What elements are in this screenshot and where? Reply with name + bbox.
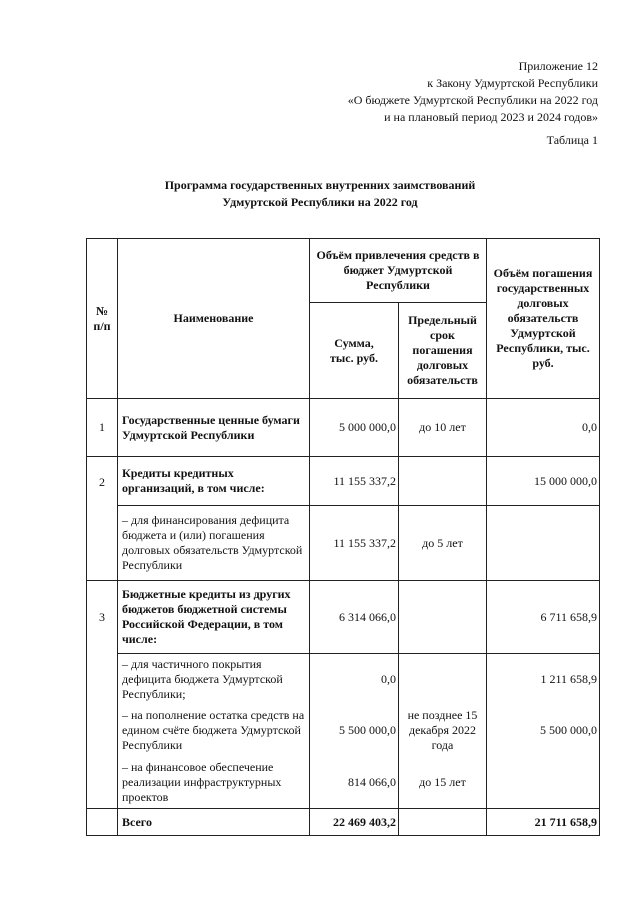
row-3a-sum: 0,0 bbox=[381, 671, 396, 686]
header-term: Предельный срок погашения долговых обязательств bbox=[407, 313, 478, 387]
row-2-repayment: 15 000 000,0 bbox=[534, 473, 597, 488]
row-2a-name: – для финансирования дефицита бюджета и (или) погашения долговых обязательств Удмуртской Республики bbox=[122, 513, 303, 572]
total-label: Всего bbox=[122, 814, 152, 829]
header-attraction-group: Объём привлечения средств в бюджет Удмуртской Республики bbox=[316, 248, 480, 292]
row-3b-sum: 5 500 000,0 bbox=[339, 722, 396, 737]
row-3a-name: – для частичного покрытия дефицита бюджета Удмуртской Республики; bbox=[122, 656, 283, 701]
header-repayment: Объём погашения государственных долговых обязательств Удмуртской Республики, тыс. руб. bbox=[493, 266, 593, 370]
row-3-name: Бюджетные кредиты из других бюджетов бюджетной системы Российской Федерации, в том числе: bbox=[122, 587, 291, 646]
row-2-num: 2 bbox=[99, 474, 105, 489]
appendix-number: Приложение 12 bbox=[518, 59, 598, 73]
row-3a-repayment: 1 211 658,9 bbox=[540, 671, 597, 686]
document-title bbox=[0, 177, 640, 211]
row-3c-term: до 15 лет bbox=[419, 774, 466, 789]
row-3-num: 3 bbox=[99, 609, 105, 624]
row-2a-term: до 5 лет bbox=[422, 535, 463, 550]
row-1-name: Государственные ценные бумаги Удмуртской Республики bbox=[122, 412, 300, 442]
row-2a-repayment bbox=[487, 506, 599, 580]
appendix-header bbox=[348, 58, 598, 126]
row-3c-sum: 814 066,0 bbox=[348, 774, 396, 789]
row-3c-name: – на финансовое обеспечение реализации инфраструктурных проектов bbox=[122, 759, 282, 804]
header-name: Наименование bbox=[173, 311, 254, 325]
title-line-2: Удмуртской Республики на 2022 год bbox=[222, 195, 418, 209]
title-line-1: Программа государственных внутренних заимствований bbox=[164, 178, 476, 192]
total-repayment: 21 711 658,9 bbox=[534, 814, 597, 829]
header-sum: Сумма, тыс. руб. bbox=[330, 335, 378, 365]
law-reference: к Закону Удмуртской Республики bbox=[427, 76, 598, 90]
row-1-term: до 10 лет bbox=[419, 420, 466, 434]
row-3-repayment: 6 711 658,9 bbox=[540, 609, 597, 624]
row-1-repayment: 0,0 bbox=[582, 420, 597, 434]
row-2-name: Кредиты кредитных организаций, в том числе: bbox=[122, 466, 265, 495]
budget-law-title: «О бюджете Удмуртской Республики на 2022 год bbox=[347, 93, 598, 107]
plan-period: и на плановый период 2023 и 2024 годов» bbox=[384, 110, 598, 124]
row-1-sum: 5 000 000,0 bbox=[339, 420, 396, 434]
row-3b-term: не позднее 15 декабря 2022 года bbox=[407, 707, 478, 752]
table-label: Таблица 1 bbox=[546, 133, 598, 147]
row-2-term bbox=[399, 457, 486, 505]
row-2a-sum: 11 155 337,2 bbox=[333, 535, 396, 550]
row-3-sum: 6 314 066,0 bbox=[339, 609, 396, 624]
total-sum: 22 469 403,2 bbox=[333, 814, 396, 829]
row-3b-name: – на пополнение остатка средств на едином счёте бюджета Удмуртской Республики bbox=[122, 707, 305, 752]
row-2-sum: 11 155 337,2 bbox=[333, 473, 396, 488]
row-3b-repayment: 5 500 000,0 bbox=[540, 722, 597, 737]
row-3a-term bbox=[399, 654, 486, 704]
header-num: № п/п bbox=[93, 303, 111, 333]
row-1-num: 1 bbox=[99, 420, 105, 434]
row-3-term bbox=[399, 581, 486, 653]
row-3c-repayment bbox=[487, 756, 599, 808]
